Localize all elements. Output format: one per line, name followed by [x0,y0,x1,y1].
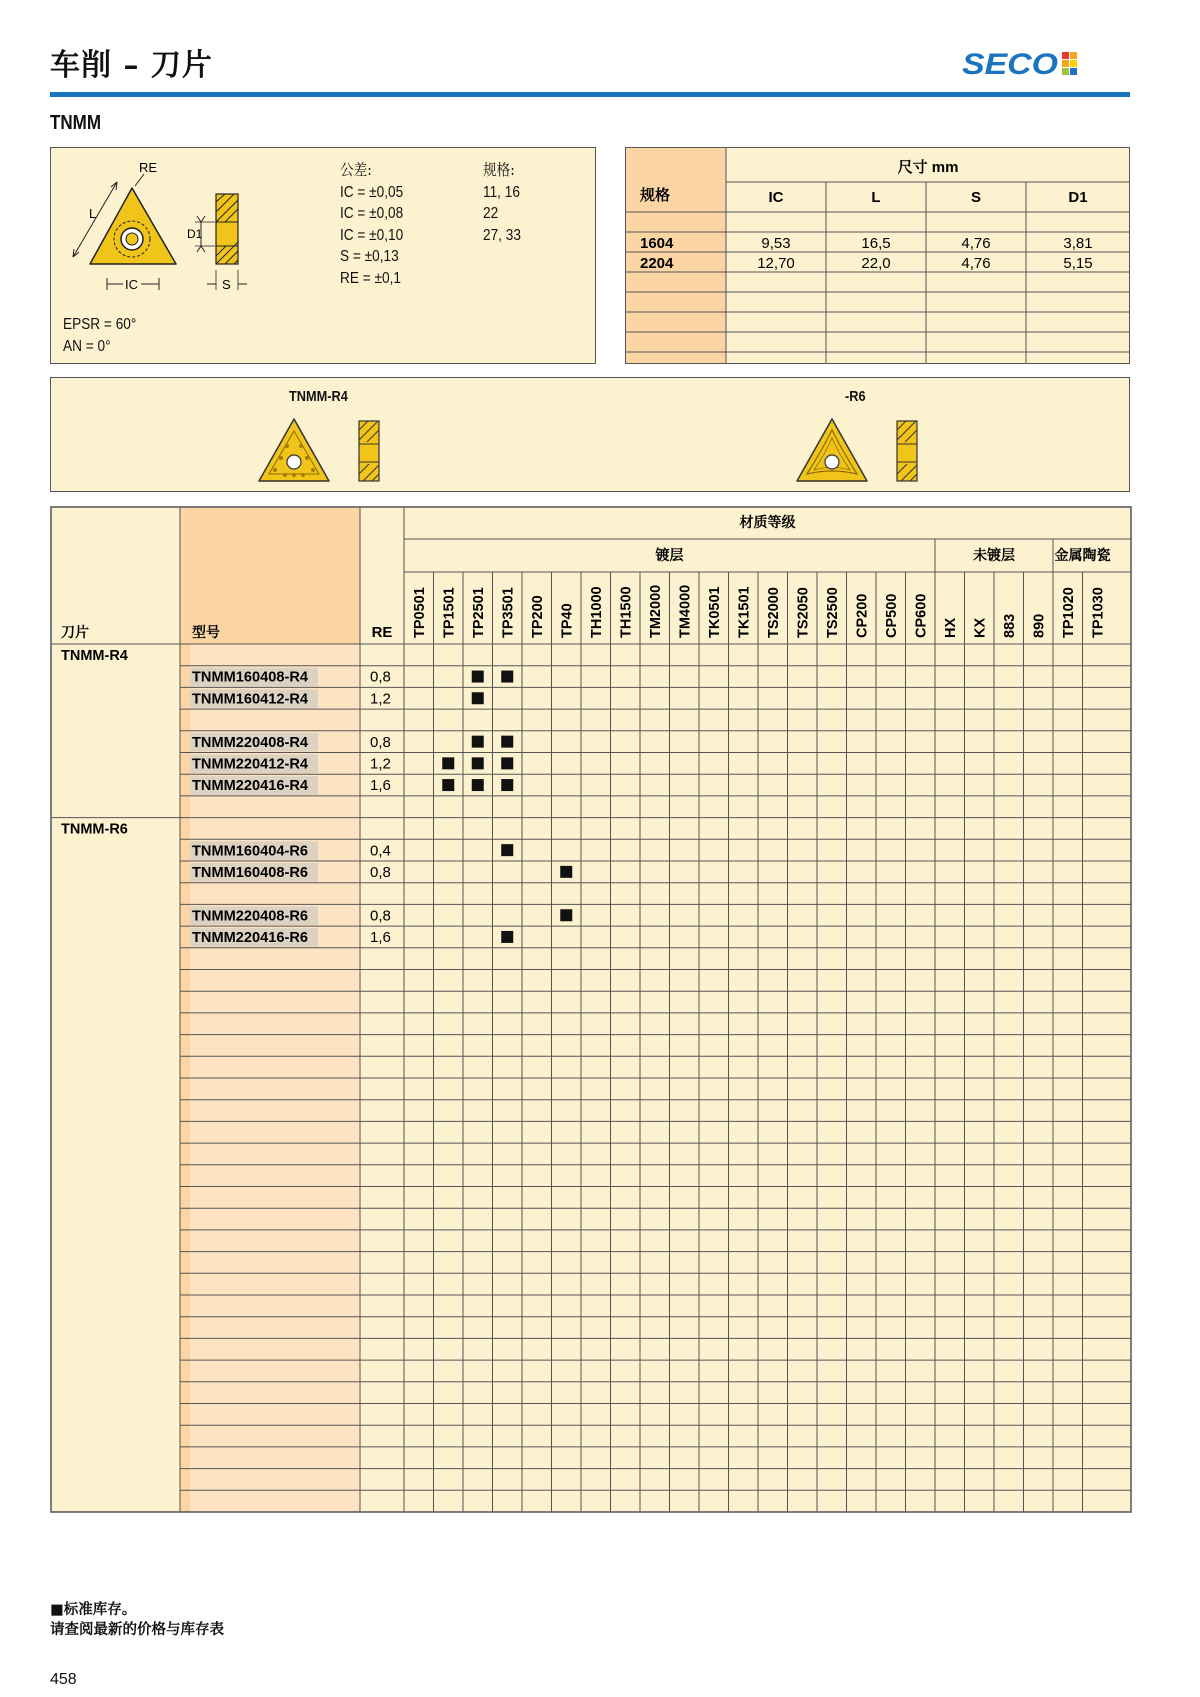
dims-spec: 1604 [640,235,674,252]
tolerance-item: IC = ±0,05 [340,183,404,201]
header-material-grade: 材质等级 [739,514,796,530]
stock-mark [501,757,513,769]
page-title: 车削 – 刀片 [50,48,213,83]
insert-info-panel [50,147,596,364]
re-value: 0,8 [370,668,391,686]
grade-label: TS2000 [765,587,782,638]
grade-label: CP200 [854,593,871,638]
model-code: TNMM160404-R6 [192,843,308,860]
group-label: TNMM-R4 [61,648,128,664]
size-title: 规格: [483,161,515,179]
geometry-label-r4: TNMM-R4 [289,388,348,405]
re-value: 0,8 [370,864,391,881]
stock-mark [501,779,513,791]
model-code: TNMM220412-R4 [192,756,308,773]
label-l: L [89,206,97,221]
tolerance-item: RE = ±0,1 [340,269,401,287]
label-re: RE [139,160,158,175]
dims-spec: 2204 [640,255,674,272]
grade-label: TH1500 [618,586,635,638]
stock-mark [501,844,513,856]
model-code: TNMM160412-R4 [192,691,308,708]
re-value: 0,4 [370,842,391,860]
grade-label: TP1030 [1090,587,1107,638]
grades-table [50,506,1132,1595]
size-item: 22 [483,205,499,222]
tolerance-item: IC = ±0,08 [340,205,404,222]
dims-value: 16,5 [861,235,891,252]
header-uncoated: 未镀层 [973,547,1015,563]
geometry-label-r6: -R6 [845,388,866,405]
stock-mark [560,909,572,921]
insert-r4-icon [257,416,397,486]
grade-label: TP3501 [500,587,517,638]
dims-col-spec: 规格 [640,187,671,204]
grade-label: TP1501 [441,587,458,638]
grade-label: TP40 [559,603,576,638]
grade-label: KX [972,617,989,638]
an-value: AN = 0° [63,337,111,355]
dims-col-l: L [871,189,881,206]
re-value: 0,8 [370,907,391,925]
model-code: TNMM220408-R4 [192,734,308,751]
page-number: 458 [50,1671,77,1688]
grade-label: TP0501 [411,587,428,638]
dims-value: 22,0 [861,255,891,272]
stock-mark [501,736,513,748]
grade-label: TK0501 [706,586,723,638]
model-code: TNMM160408-R4 [192,669,308,686]
re-value: 1,2 [370,690,391,708]
grade-label: TM4000 [677,584,694,638]
stock-mark [501,931,513,943]
label-s: S [222,277,231,292]
tolerance-item: IC = ±0,10 [340,226,404,244]
dimensions-panel [625,147,1130,364]
geometry-panel [50,377,1130,492]
re-value: 1,6 [370,777,391,795]
re-value: 1,6 [370,929,391,947]
label-d1: D1 [187,227,203,241]
dims-col-s: S [970,189,982,206]
dims-value: 5,15 [1063,255,1093,272]
tolerance-list [340,160,412,289]
size-item: 27, 33 [483,226,521,244]
footnote [50,1600,224,1640]
stock-mark [560,866,572,878]
model-code: TNMM220416-R6 [192,930,308,947]
grade-label: TK1501 [736,586,753,638]
stock-mark [472,736,484,748]
dims-col-ic: IC [768,189,784,206]
grade-label: TP1020 [1060,587,1077,638]
tolerance-title: 公差: [340,161,372,179]
label-ic: IC [125,277,138,292]
dims-value: 3,81 [1063,235,1093,252]
seco-logo [962,44,1082,84]
insert-drawing-icon [59,160,319,300]
header-cermet: 金属陶瓷 [1054,547,1111,563]
stock-mark [472,779,484,791]
dims-value: 9,53 [761,235,791,252]
price-note: 请查阅最新的价格与库存表 [50,1621,224,1638]
dims-col-d1: D1 [1068,189,1088,206]
dims-value: 4,76 [961,255,991,272]
grade-label: HX [942,617,959,638]
model-code: TNMM220408-R6 [192,908,308,925]
group-label: TNMM-R6 [61,821,128,838]
model-code: TNMM220416-R4 [192,778,308,795]
grade-label: TS2050 [795,587,812,638]
grade-label: CP500 [883,593,900,638]
model-code: TNMM160408-R6 [192,865,308,881]
grade-label: 890 [1031,613,1048,638]
dims-value: 12,70 [757,255,795,272]
stock-mark [472,757,484,769]
re-value: 0,8 [370,733,391,751]
size-list [483,160,526,246]
col-header-insert: 刀片 [61,624,89,640]
dims-title: 尺寸 mm [897,159,959,176]
dims-value: 4,76 [961,235,991,252]
product-code: TNMM [50,112,101,134]
stock-legend: ■标准库存。 [50,1601,137,1618]
grade-label: TS2500 [824,587,841,638]
tolerance-item: S = ±0,13 [340,248,399,265]
stock-mark [442,757,454,769]
brand-text: SECO [962,48,1058,81]
stock-mark [501,671,513,683]
grade-label: CP600 [913,593,930,638]
stock-mark [472,692,484,704]
insert-r6-icon [795,416,935,486]
header-coated: 镀层 [655,547,684,563]
grade-label: TM2000 [647,584,664,638]
dimensions-table [626,148,1130,364]
col-header-re: RE [371,624,393,641]
grade-label: TP2501 [470,587,487,638]
stock-mark [472,671,484,683]
col-header-model: 型号 [192,624,220,640]
grade-label: TP200 [529,595,546,638]
angle-info [63,314,146,357]
header-rule [50,92,1130,97]
grade-label: TH1000 [588,586,605,638]
stock-mark [442,779,454,791]
re-value: 1,2 [370,755,391,773]
grade-label: 883 [1001,613,1018,638]
size-item: 11, 16 [483,183,520,201]
epsr-value: EPSR = 60° [63,316,137,333]
